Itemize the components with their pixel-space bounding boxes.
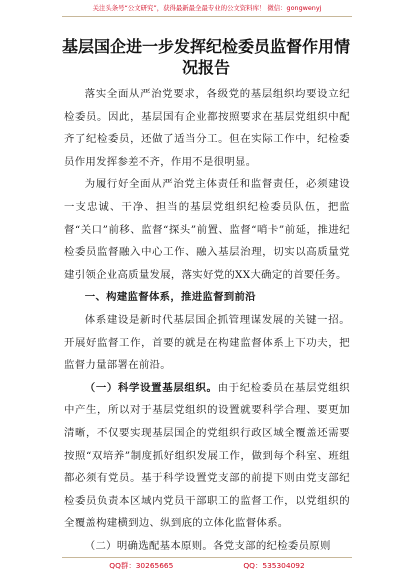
document-title bbox=[56, 36, 356, 78]
header-banner: 关注头条号“公文研究”，获得最新最全最专业的公文资料库！ 微信：gongwenyj bbox=[92, 4, 322, 12]
paragraph-3: 体系建设是新时代基层国企抓管理谋发展的关键一招。开展好监督工作，首要的就是在构建监督体系上下功夫，把监督力量部署在前沿。 bbox=[64, 313, 350, 372]
paragraph-1: 落实全面从严治党要求，各级党的基层组织均要设立纪检委员。因此，基层国有企业都按照要求在基层党组织中配齐了纪检委员，还做了适当分工。但在实际工作中，纪检委员作用发挥参差不齐，作用不是很明显。 bbox=[64, 88, 350, 168]
section-heading-1: 一、构建监督体系，推进监督到前沿 bbox=[84, 291, 256, 304]
footer-qq-group: QQ群：30265665 bbox=[109, 561, 174, 570]
title-line-1: 基层国企进一步发挥纪检委员监督作用情 bbox=[61, 37, 350, 56]
subheading-2: （二）明确选配基本原则。 bbox=[84, 539, 214, 552]
paragraph-4 bbox=[64, 377, 350, 535]
document-body bbox=[64, 83, 350, 557]
paragraph-4-text: 由于纪检委员在基层党组织中产生，所以对于基层党组织的设置就要科学合理、要更加清晰，不仅要实现基层国企的党组织行政区域全覆盖还需要按照“双培养”制度抓好组织发展工作，做到每个科室、班组都必须有党员。基于科学设置党支部的前提下则由党支部纪检委员负责本区域内党员干部职工的监督工作，以党组织的全覆盖构建横到边、纵到底的立体化监督体系。 bbox=[64, 381, 350, 530]
footer bbox=[62, 561, 352, 571]
subheading-1: （一）科学设置基层组织。 bbox=[84, 381, 218, 394]
paragraph-2: 为履行好全面从严治党主体责任和监督责任，必须建设一支忠诚、干净、担当的基层党组织纪检委员队伍，把监督“关口”前移、监督“探头”前置、监督“哨卡”前延，推进纪检委员监督融入中心工作、融入基层治理，切实以高质量党建引领企业高质量发展，落实好党的XX大确定的首要任务。 bbox=[64, 178, 350, 281]
footer-divider bbox=[62, 557, 352, 558]
title-line-2: 况报告 bbox=[181, 58, 230, 77]
paragraph-5-text: 各党支部的纪检委员原则 bbox=[213, 539, 331, 552]
paragraph-5 bbox=[64, 535, 350, 558]
footer-qq: QQ：535304092 bbox=[243, 561, 305, 570]
header-divider bbox=[62, 16, 352, 17]
